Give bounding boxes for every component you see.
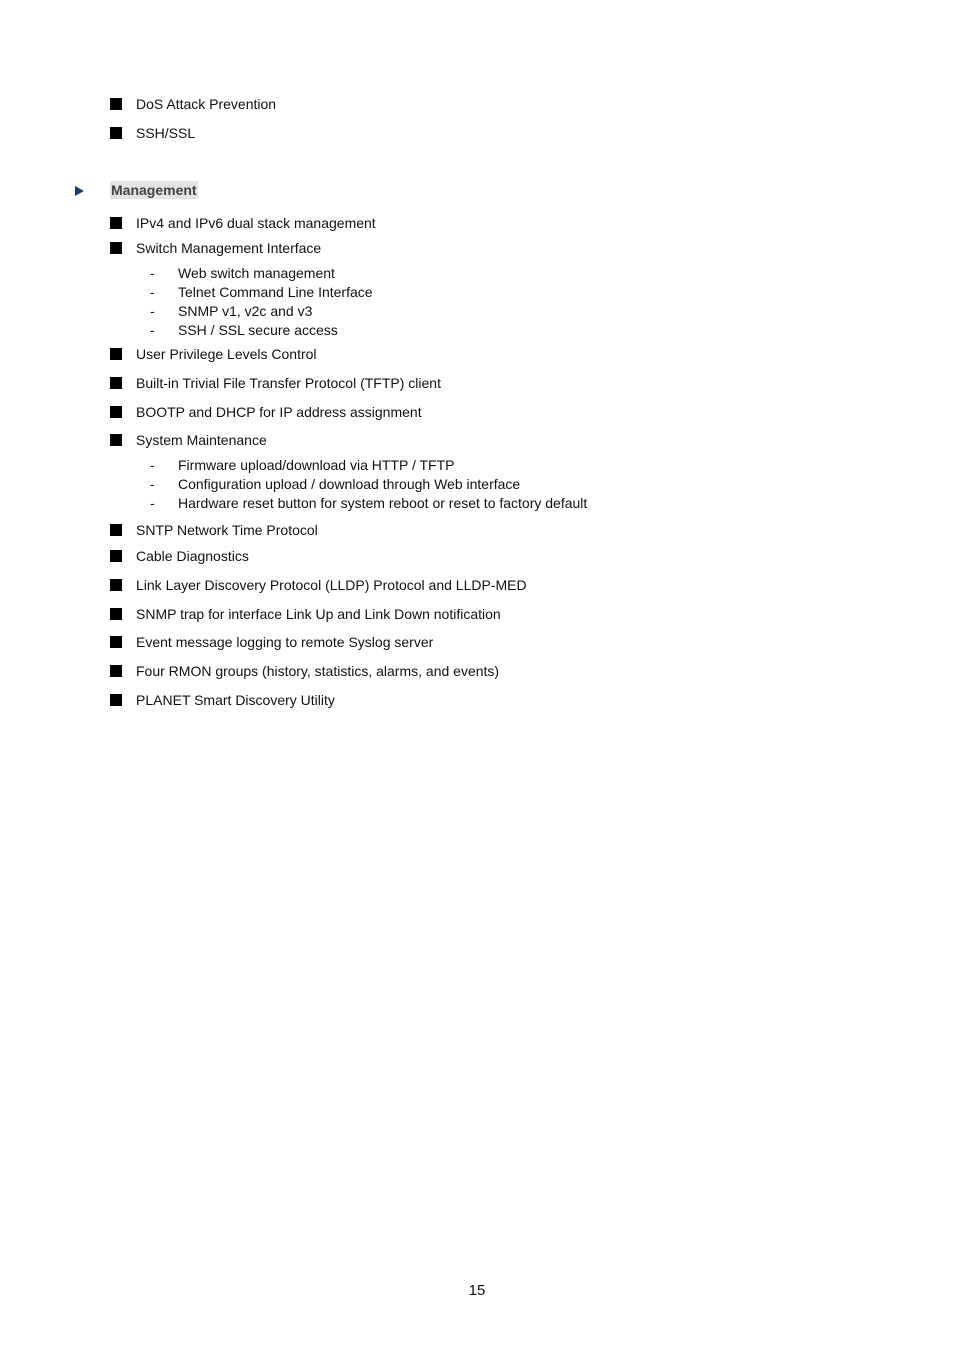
square-bullet-icon	[110, 524, 122, 536]
dash-bullet: -	[150, 457, 155, 473]
dash-bullet: -	[150, 303, 155, 319]
list-item-text: Four RMON groups (history, statistics, alarms, and events)	[136, 663, 500, 679]
sub-list-item-text: Configuration upload / download through Web interface	[178, 476, 521, 492]
square-bullet-icon	[110, 665, 122, 677]
square-bullet-icon	[110, 636, 122, 648]
square-bullet-icon	[110, 550, 122, 562]
list-item-text: DoS Attack Prevention	[136, 96, 277, 112]
sub-list-item-text: Telnet Command Line Interface	[178, 284, 373, 300]
square-bullet-icon	[110, 127, 122, 139]
sub-list-item-text: Web switch management	[178, 265, 335, 281]
sub-list-item-text: Firmware upload/download via HTTP / TFTP	[178, 457, 455, 473]
sub-list-item-text: Hardware reset button for system reboot or reset to factory default	[178, 495, 588, 511]
list-item-text: Built-in Trivial File Transfer Protocol (TFTP) client	[136, 375, 441, 391]
square-bullet-icon	[110, 406, 122, 418]
list-item-text: Cable Diagnostics	[136, 548, 249, 564]
dash-bullet: -	[150, 476, 155, 492]
dash-bullet: -	[150, 265, 155, 281]
list-item-text: User Privilege Levels Control	[136, 346, 317, 362]
list-item-text: SNTP Network Time Protocol	[136, 522, 318, 538]
square-bullet-icon	[110, 694, 122, 706]
square-bullet-icon	[110, 434, 122, 446]
square-bullet-icon	[110, 348, 122, 360]
section-heading-text: Management	[111, 182, 197, 198]
square-bullet-icon	[110, 242, 122, 254]
list-item-text: SNMP trap for interface Link Up and Link Down notification	[136, 606, 501, 622]
arrow-right-icon	[75, 186, 84, 196]
square-bullet-icon	[110, 98, 122, 110]
sub-list-item-text: SNMP v1, v2c and v3	[178, 303, 313, 319]
dash-bullet: -	[150, 322, 155, 338]
square-bullet-icon	[110, 608, 122, 620]
list-item-text: System Maintenance	[136, 432, 267, 448]
list-item-text: SSH/SSL	[136, 125, 196, 141]
square-bullet-icon	[110, 377, 122, 389]
list-item-text: Switch Management Interface	[136, 240, 322, 256]
dash-bullet: -	[150, 284, 155, 300]
sub-list-item-text: SSH / SSL secure access	[178, 322, 338, 338]
list-item-text: Event message logging to remote Syslog server	[136, 634, 434, 650]
dash-bullet: -	[150, 495, 155, 511]
list-item-text: Link Layer Discovery Protocol (LLDP) Protocol and LLDP-MED	[136, 577, 527, 593]
square-bullet-icon	[110, 579, 122, 591]
page-number: 15	[468, 1282, 486, 1299]
square-bullet-icon	[110, 217, 122, 229]
list-item-text: IPv4 and IPv6 dual stack management	[136, 215, 376, 231]
list-item-text: BOOTP and DHCP for IP address assignment	[136, 404, 422, 420]
list-item-text: PLANET Smart Discovery Utility	[136, 692, 335, 708]
